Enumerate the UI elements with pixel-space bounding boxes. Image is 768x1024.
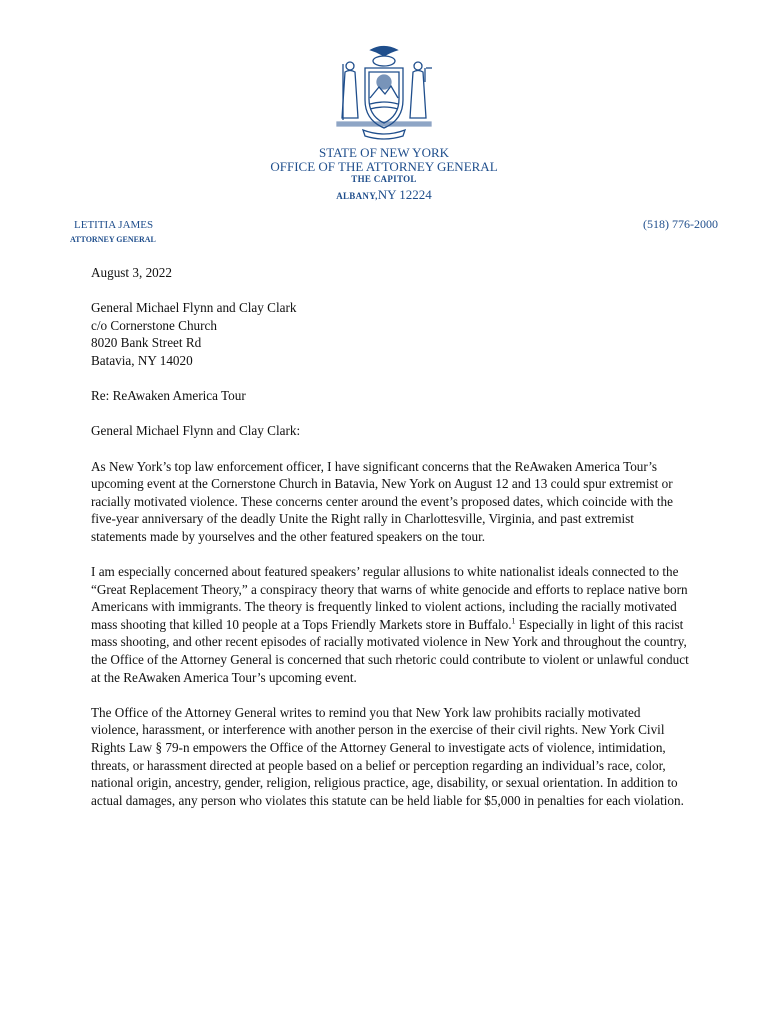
recipient-line: c/o Cornerstone Church — [91, 317, 217, 333]
paragraph-2-part-b: Especially in light of this racist mass shooting, and other recent episodes of racially motivated violence in New York and throughout the country, the Office of the Attorney General is concerned that such rhetoric could contribute to violent or unlawful conduct at the ReAwaken America Tour’s upcoming event. — [91, 616, 689, 685]
paragraph-2 — [91, 563, 691, 686]
paragraph-1: As New York’s top law enforcement officer, I have significant concerns that the ReAwaken America Tour’s upcoming event at the Cornerstone Church in Batavia, New York on August 12 and 13 could spur extremist or racially motivated violence. These concerns center around the event’s proposed dates, which coincide with the five-year anniversary of the deadly Unite the Right rally in Charlottesville, Virginia, and past extremist statements made by yourselves and the other featured speakers on the tour. — [91, 458, 673, 544]
new-york-state-seal-icon — [333, 42, 435, 144]
letter-date: August 3, 2022 — [91, 265, 172, 280]
recipient-line: 8020 Bank Street Rd — [91, 335, 202, 351]
recipient-line: Batavia, NY 14020 — [91, 352, 193, 368]
paragraph-2-part-a: I am especially concerned about featured speakers’ regular allusions to white nationalist ideals connected to the “Great Replacement Theory,” a conspiracy theory that warns of white genocide and efforts to replace native born Americans with immigrants. The theory is frequently linked to violent actions, including the racially motivated mass shooting that killed 10 people at a Tops Friendly Markets store in Buffalo. — [91, 564, 688, 632]
paragraph-3: The Office of the Attorney General writes to remind you that New York law prohibits racially motivated violence, harassment, or interference with another person in the exercise of their civil rights. New York Civil Rights Law § 79-n empowers the Office of the Attorney General to investigate acts of violence, intimidation, threats, or harassment directed at people based on a belief or perception regarding an individual’s race, color, national origin, ancestry, gender, religion, religious practice, age, disability, or sexual orientation. In addition to actual damages, any person who violates this statute can be held liable for $5,000 in penalties for each violation. — [91, 704, 684, 808]
attorney-general-name: LETITIA JAMES — [74, 219, 154, 231]
letterhead-city-rest: NY 12224 — [377, 187, 432, 202]
letterhead-capitol: THE CAPITOL — [351, 174, 417, 184]
letterhead-office: OFFICE OF THE ATTORNEY GENERAL — [270, 159, 498, 174]
office-phone: (518) 776-2000 — [643, 217, 718, 231]
subject-line: Re: ReAwaken America Tour — [91, 388, 246, 404]
letterhead-city — [0, 187, 768, 204]
salutation: General Michael Flynn and Clay Clark: — [91, 423, 301, 439]
recipient-address — [91, 299, 691, 369]
footnote-marker[interactable]: 1 — [511, 616, 516, 626]
recipient-line: General Michael Flynn and Clay Clark — [91, 300, 297, 316]
attorney-general-title: ATTORNEY GENERAL — [70, 235, 156, 244]
letterhead-city-prefix: ALBANY, — [336, 191, 378, 201]
letter-body — [91, 264, 691, 827]
letterhead-state: STATE OF NEW YORK — [318, 145, 450, 160]
